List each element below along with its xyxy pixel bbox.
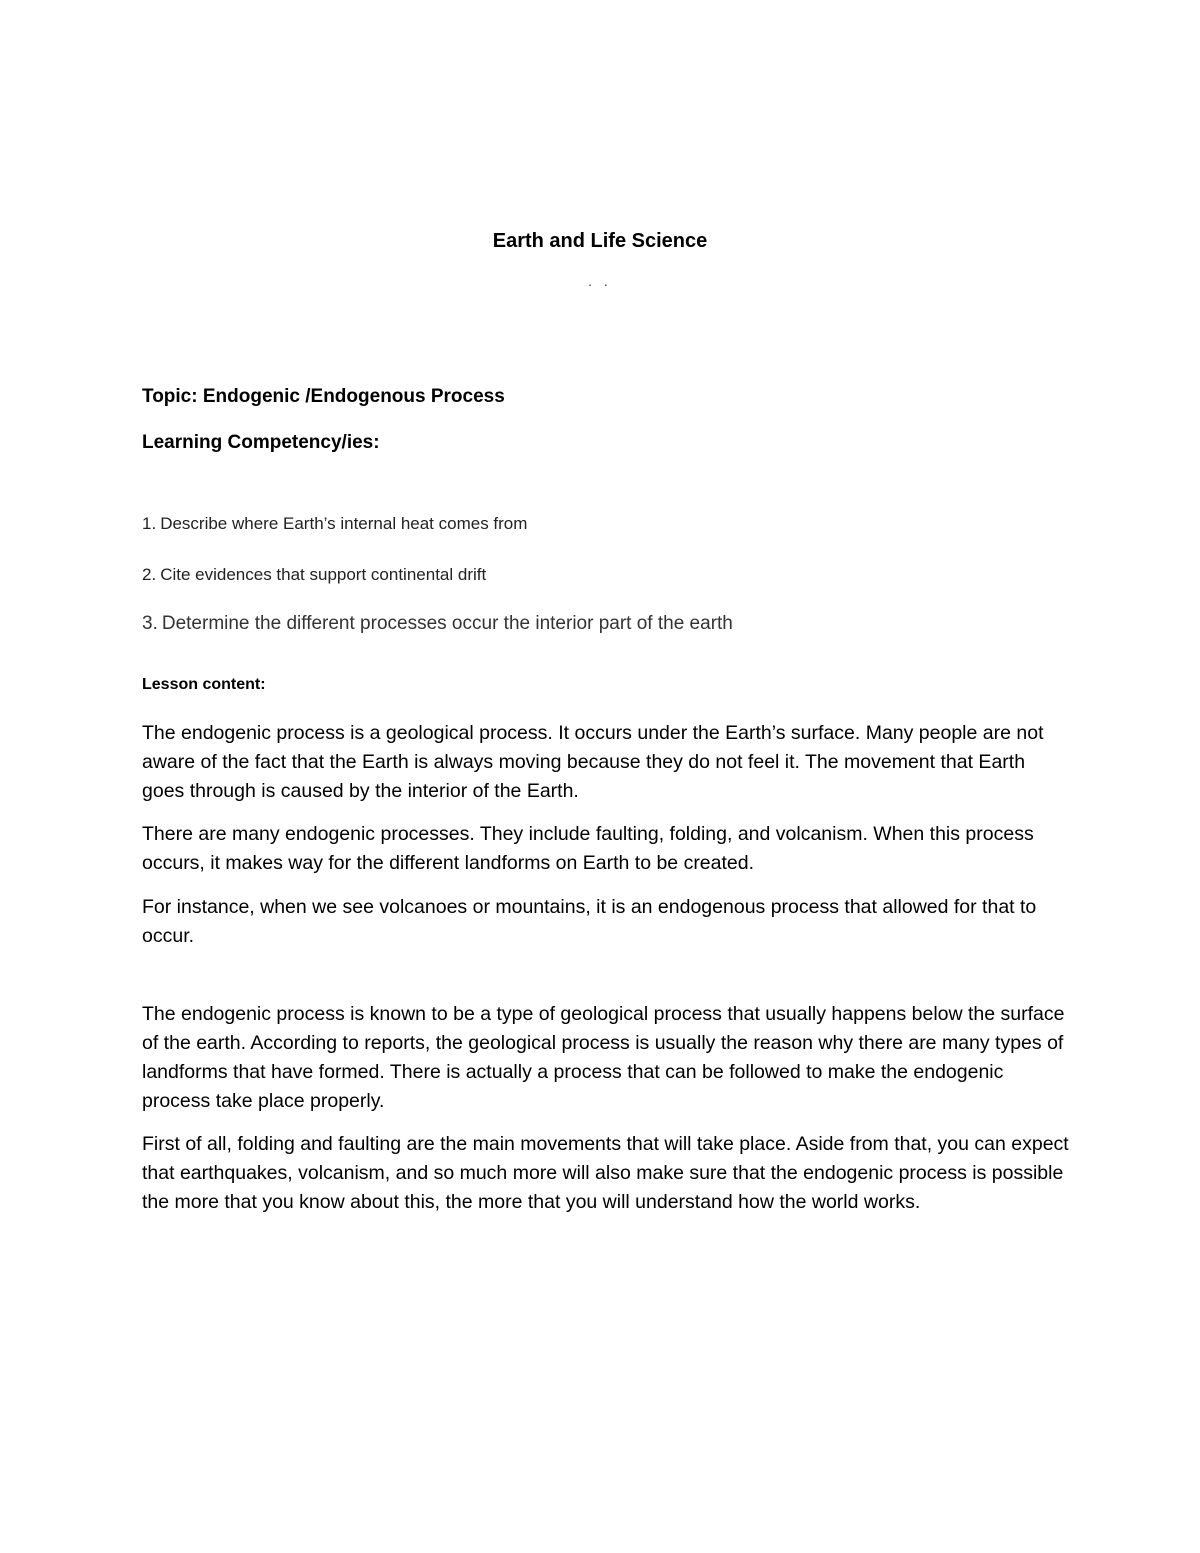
lesson-paragraph: The endogenic process is known to be a type of geological process that usually happens below the surface of the earth. According to reports, the geological process is usually the reason why there are many types of landforms that have formed. There is actually a process that can be followed to make the endogenic process take place properly. <box>142 1003 1065 1112</box>
competency-heading: Learning Competency/ies: <box>142 432 380 453</box>
objective-number: 1. <box>142 514 157 533</box>
objective-text: Describe where Earth’s internal heat comes from <box>160 514 528 533</box>
objective-text: Determine the different processes occur the interior part of the earth <box>161 613 733 634</box>
objective-number: 2. <box>142 565 157 584</box>
subtitle-marks: . . <box>588 273 612 289</box>
objective-item <box>142 563 486 587</box>
document-title: Earth and Life Science <box>492 230 708 252</box>
objective-item <box>142 512 527 536</box>
topic-heading: Topic: Endogenic /Endogenous Process <box>142 386 505 407</box>
lesson-content-label: Lesson content: <box>142 676 266 693</box>
lesson-paragraph: First of all, folding and faulting are the main movements that will take place. Aside from that, you can expect that earthquakes, volcanism, and so much more will also make sure that the endogenic process is possible the more that you know about this, the more that you will understand how the world works. <box>142 1133 1069 1213</box>
lesson-paragraph: For instance, when we see volcanoes or mountains, it is an endogenous process that allowed for that to occur. <box>142 896 1037 947</box>
lesson-paragraph: There are many endogenic processes. They include faulting, folding, and volcanism. When this process occurs, it makes way for the different landforms on Earth to be created. <box>142 823 1034 874</box>
objective-number: 3. <box>142 613 158 634</box>
lesson-paragraph: The endogenic process is a geological process. It occurs under the Earth’s surface. Many people are not aware of the fact that the Earth is always moving because they do not feel it. The movement that Earth goes through is caused by the interior of the Earth. <box>142 722 1044 802</box>
objective-text: Cite evidences that support continental drift <box>160 565 487 584</box>
objective-item <box>142 612 733 636</box>
